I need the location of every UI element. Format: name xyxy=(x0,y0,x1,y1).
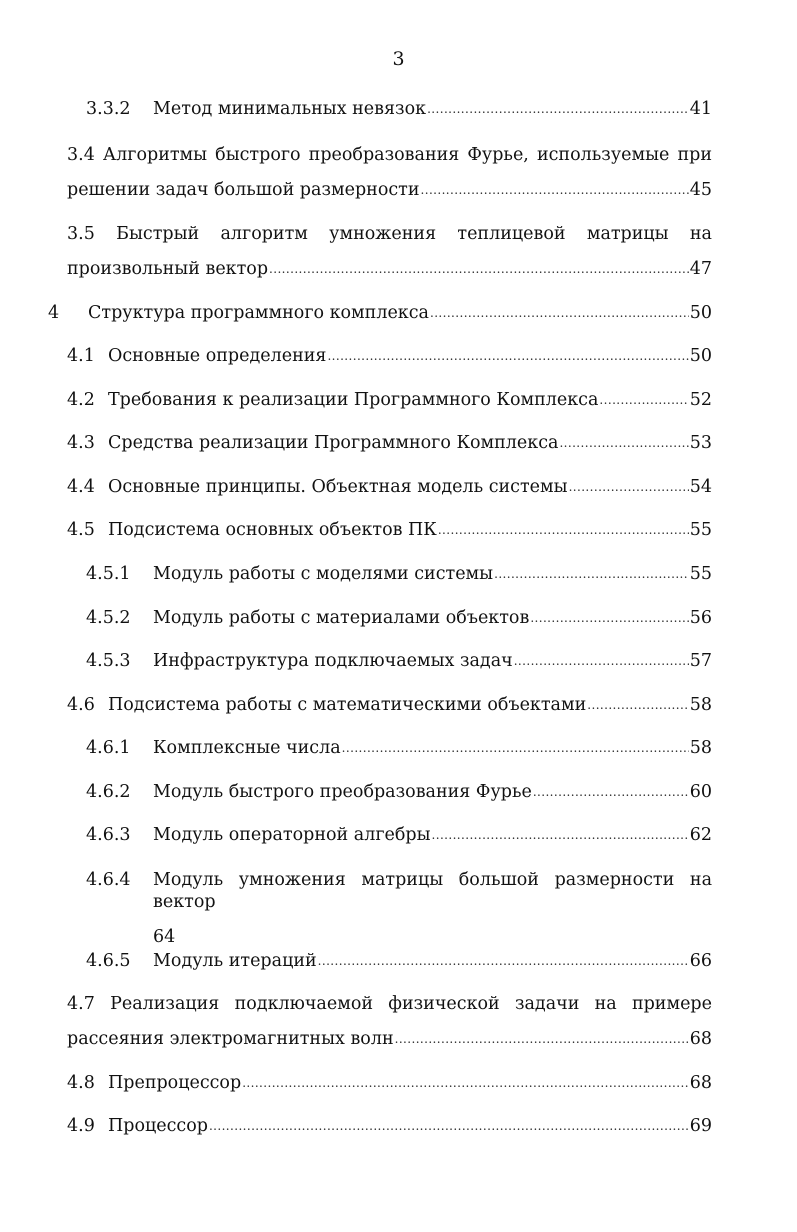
toc-entry-number: 4.5 xyxy=(67,520,95,540)
toc-entry-title: Основные принципы. Объектная модель системы xyxy=(108,477,568,497)
toc-entry-page: 47 xyxy=(689,259,712,279)
toc-entry-title: Подсистема работы с математическими объектами xyxy=(108,695,587,715)
toc-entry-4-6-5[interactable] xyxy=(86,950,712,973)
toc-entry-number: 4.9 xyxy=(67,1116,95,1136)
toc-entry-title: Подсистема основных объектов ПК xyxy=(108,520,437,540)
toc-entry-4-5-2[interactable] xyxy=(86,607,712,630)
toc-entry-4-4[interactable] xyxy=(67,476,712,499)
toc-entry-4-6-1[interactable] xyxy=(86,737,712,760)
toc-entry-title: Модуль умножения матрицы большой размерности на вектор xyxy=(153,870,712,912)
toc-entry-page: 53 xyxy=(689,433,712,453)
toc-entry-page: 55 xyxy=(689,520,712,540)
dot-leader xyxy=(587,693,688,716)
toc-entry-4-5[interactable] xyxy=(67,519,712,542)
toc-entry-title: Модуль итераций xyxy=(153,951,317,971)
dot-leader xyxy=(432,823,689,846)
toc-entry-title-line1: 3.5 Быстрый алгоритм умножения теплицевой матрицы на xyxy=(67,224,712,244)
toc-entry-title: Средства реализации Программного Комплекса xyxy=(108,433,559,453)
toc-entry-title-line1: 4.7 Реализация подключаемой физической задачи на примере xyxy=(67,994,712,1014)
dot-leader xyxy=(530,606,688,629)
toc-entry-number: 4.6 xyxy=(67,695,95,715)
toc-entry-4-9[interactable] xyxy=(67,1115,712,1138)
toc-entry-page: 69 xyxy=(689,1116,712,1136)
toc-entry-title: Модуль быстрого преобразования Фурье xyxy=(153,782,532,802)
dot-leader xyxy=(269,257,689,280)
toc-entry-number: 4.6.1 xyxy=(86,738,131,758)
toc-entry-title: Модуль работы с моделями системы xyxy=(153,564,494,584)
toc-entry-3-4[interactable] xyxy=(67,144,712,202)
toc-entry-title: Препроцессор xyxy=(108,1073,242,1093)
toc-entry-page: 45 xyxy=(689,180,712,200)
dot-leader xyxy=(533,780,689,803)
toc-entry-number: 3.3.2 xyxy=(86,99,131,119)
dot-leader xyxy=(569,475,689,498)
toc-entry-4[interactable] xyxy=(48,302,712,325)
toc-entry-4-5-1[interactable] xyxy=(86,563,712,586)
toc-entry-page: 68 xyxy=(689,1073,712,1093)
toc-entry-number: 4.4 xyxy=(67,477,95,497)
toc-entry-title-line2: произвольный вектор xyxy=(67,259,269,279)
toc-entry-title-line2: решении задач большой размерности xyxy=(67,180,420,200)
toc-entry-page: 54 xyxy=(689,477,712,497)
dot-leader xyxy=(342,736,689,759)
toc-entry-number: 4.5.2 xyxy=(86,608,131,628)
dot-leader xyxy=(209,1114,689,1137)
toc-entry-page: 50 xyxy=(689,303,712,323)
toc-entry-number: 4.6.5 xyxy=(86,951,131,971)
toc-entry-4-1[interactable] xyxy=(67,345,712,368)
dot-leader xyxy=(242,1071,689,1094)
toc-entry-page: 57 xyxy=(689,651,712,671)
toc-entry-title: Процессор xyxy=(108,1116,208,1136)
toc-entry-page: 58 xyxy=(689,738,712,758)
toc-entry-4-6-3[interactable] xyxy=(86,824,712,847)
toc-entry-4-6-4[interactable] xyxy=(86,869,712,948)
toc-entry-title-line1: 3.4 Алгоритмы быстрого преобразования Фурье, используемые при xyxy=(67,145,712,165)
page-number: 3 xyxy=(392,48,405,70)
toc-entry-page: 68 xyxy=(689,1029,712,1049)
toc-entry-number: 4.3 xyxy=(67,433,95,453)
toc-entry-title: Основные определения xyxy=(108,346,327,366)
toc-entry-number: 4 xyxy=(48,303,60,323)
toc-entry-number: 4.8 xyxy=(67,1073,95,1093)
toc-entry-4-7[interactable] xyxy=(67,993,712,1051)
toc-entry-page: 58 xyxy=(689,695,712,715)
toc-entry-title: Требования к реализации Программного Комплекса xyxy=(108,390,599,410)
toc-entry-page: 50 xyxy=(689,346,712,366)
dot-leader xyxy=(318,949,689,972)
toc-entry-title-line2: рассеяния электромагнитных волн xyxy=(67,1029,394,1049)
toc-entry-number: 4.1 xyxy=(67,346,95,366)
toc-entry-title: Структура программного комплекса xyxy=(88,303,429,323)
dot-leader xyxy=(559,431,688,454)
toc-entry-page: 52 xyxy=(689,390,712,410)
toc-entry-4-2[interactable] xyxy=(67,389,712,412)
toc-entry-number: 4.5.1 xyxy=(86,564,131,584)
toc-entry-page: 55 xyxy=(689,564,712,584)
toc-entry-4-5-3[interactable] xyxy=(86,650,712,673)
toc-entry-number: 4.5.3 xyxy=(86,651,131,671)
toc-entry-title: Метод минимальных невязок xyxy=(153,99,427,119)
toc-entry-page: 56 xyxy=(689,608,712,628)
toc-entry-number: 4.6.4 xyxy=(86,870,131,890)
toc-entry-3-3-2[interactable] xyxy=(86,98,712,121)
toc-entry-page: 62 xyxy=(689,825,712,845)
toc-entry-4-8[interactable] xyxy=(67,1072,712,1095)
toc-entry-4-6[interactable] xyxy=(67,694,712,717)
dot-leader xyxy=(395,1027,689,1050)
toc-entry-title: Модуль работы с материалами объектов xyxy=(153,608,530,628)
toc-entry-page: 41 xyxy=(689,99,712,119)
toc-entry-title: Инфраструктура подключаемых задач xyxy=(153,651,513,671)
toc-entry-number: 4.6.2 xyxy=(86,782,131,802)
toc-entry-4-3[interactable] xyxy=(67,432,712,455)
toc-entry-number: 4.2 xyxy=(67,390,95,410)
dot-leader xyxy=(438,518,689,541)
dot-leader xyxy=(427,97,689,120)
toc-entry-page: 66 xyxy=(689,951,712,971)
dot-leader xyxy=(599,388,688,411)
dot-leader xyxy=(327,344,688,367)
dot-leader xyxy=(494,562,689,585)
dot-leader xyxy=(421,178,689,201)
toc-entry-title: Модуль операторной алгебры xyxy=(153,825,431,845)
toc-entry-3-5[interactable] xyxy=(67,223,712,281)
toc-entry-page: 60 xyxy=(689,782,712,802)
toc-entry-4-6-2[interactable] xyxy=(86,781,712,804)
dot-leader xyxy=(514,649,689,672)
dot-leader xyxy=(430,301,689,324)
toc-entry-number: 4.6.3 xyxy=(86,825,131,845)
toc-entry-title: Комплексные числа xyxy=(153,738,341,758)
toc-entry-page: 64 xyxy=(153,927,176,947)
